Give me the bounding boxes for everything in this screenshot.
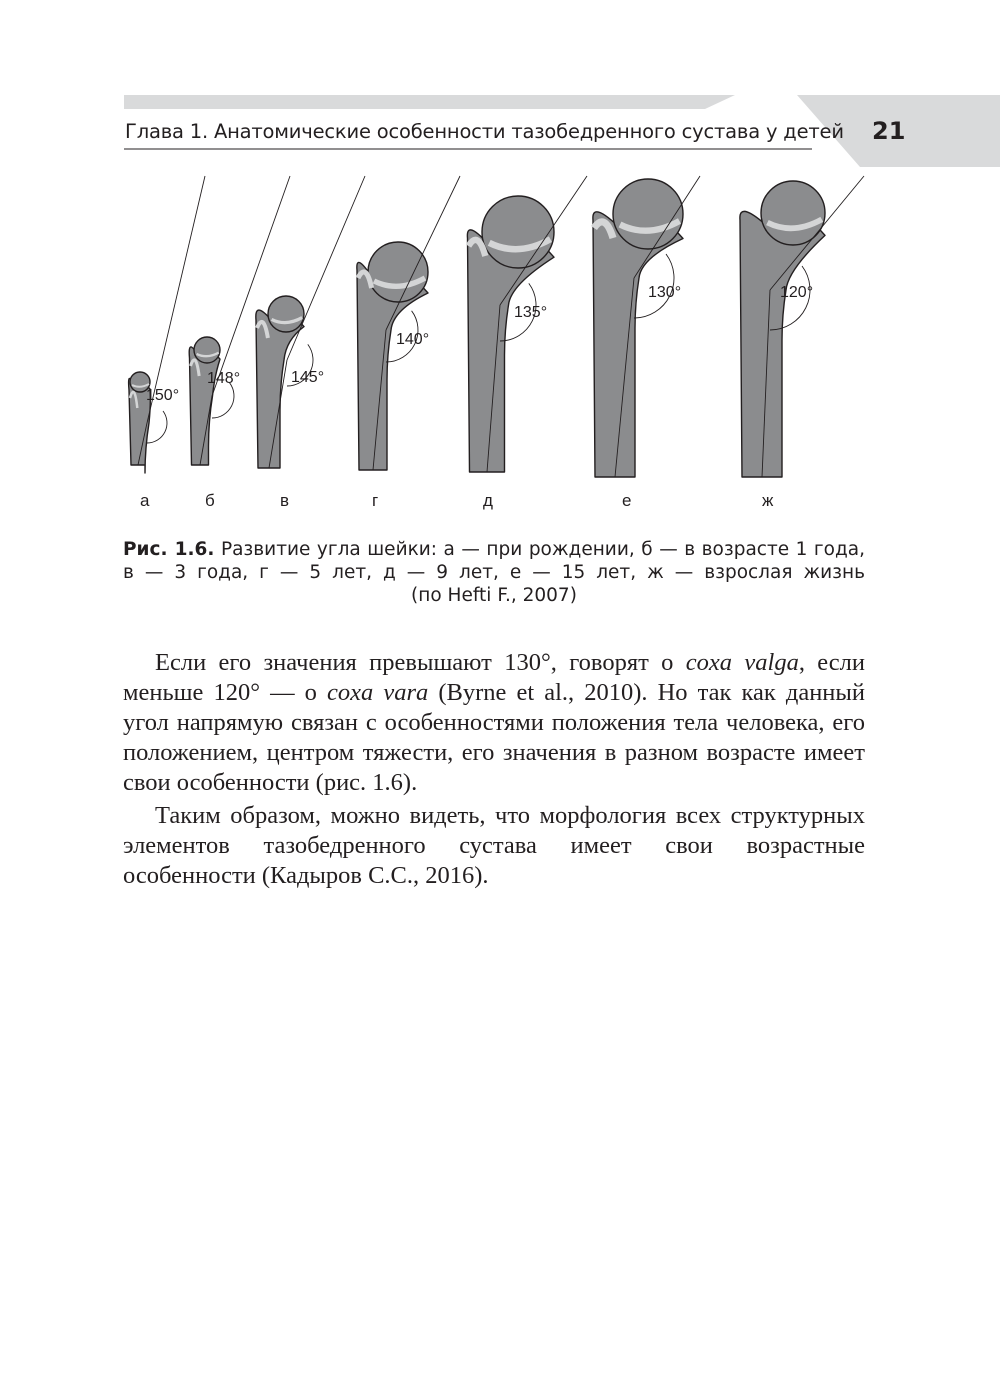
- femur-head: [268, 296, 304, 332]
- angle-label: 145°: [291, 369, 325, 386]
- caption-line-2: в — 3 года, г — 5 лет, д — 9 лет, е — 15 лет, ж — взрослая жизнь: [123, 562, 865, 583]
- figure-caption: [123, 538, 865, 607]
- caption-line-1: [123, 538, 865, 561]
- femur-figure: [100, 160, 900, 520]
- page-number: 21: [872, 117, 906, 145]
- caption-label: Рис. 1.6.: [123, 539, 215, 560]
- stage-letter: д: [483, 491, 493, 510]
- header-bar-left: [124, 95, 735, 109]
- femur-7: [740, 176, 864, 510]
- p1-text-c: (Byrne et al., 2010). Но так как данный угол напрямую связан с особенностями положения тела человека, его положением, центром тяжести, его значения в разном возрасте имеет свои особенности (рис. 1.6).: [123, 679, 865, 796]
- stage-letter: е: [622, 491, 632, 510]
- p1-text-b: , если меньше 120° — о: [123, 649, 866, 706]
- femur-head: [368, 242, 428, 302]
- angle-label: 150°: [146, 387, 180, 404]
- femur-head: [482, 196, 554, 268]
- femur-4: [357, 176, 460, 510]
- angle-label: 120°: [780, 284, 814, 301]
- paragraph-2: Таким образом, можно видеть, что морфология всех структурных элементов тазобедренного сустава имеет свои возрастные особенности (Кадыров С.С., 2016).: [123, 802, 865, 889]
- angle-arc: [212, 383, 234, 418]
- caption-text-1: Развитие угла шейки: а — при рождении, б — в возрасте 1 года,: [220, 539, 865, 560]
- stage-letter: ж: [762, 491, 774, 510]
- p1-text-a: Если его значения превышают 130°, говорят о: [155, 649, 686, 676]
- body-text: [123, 648, 865, 891]
- stage-letter: г: [372, 491, 379, 510]
- stage-letter: в: [280, 491, 290, 510]
- stage-letter: б: [205, 491, 215, 510]
- stage-letter: а: [140, 491, 150, 510]
- femur-head: [613, 179, 683, 249]
- angle-label: 135°: [514, 304, 548, 321]
- paragraph-1: [123, 648, 865, 798]
- p1-coxa-valga: coxa valga: [685, 649, 799, 676]
- chapter-title: Глава 1. Анатомические особенности тазобедренного сустава у детей: [125, 120, 844, 143]
- femur-5: [467, 176, 587, 510]
- angle-label: 140°: [396, 331, 430, 348]
- caption-line-3: (по Hefti F., 2007): [411, 585, 577, 606]
- femur-head: [194, 337, 220, 363]
- p1-coxa-vara: coxa vara: [327, 679, 429, 706]
- neck-axis: [287, 176, 365, 360]
- angle-label: 148°: [207, 370, 241, 387]
- angle-label: 130°: [648, 284, 682, 301]
- femur-6: [593, 176, 700, 510]
